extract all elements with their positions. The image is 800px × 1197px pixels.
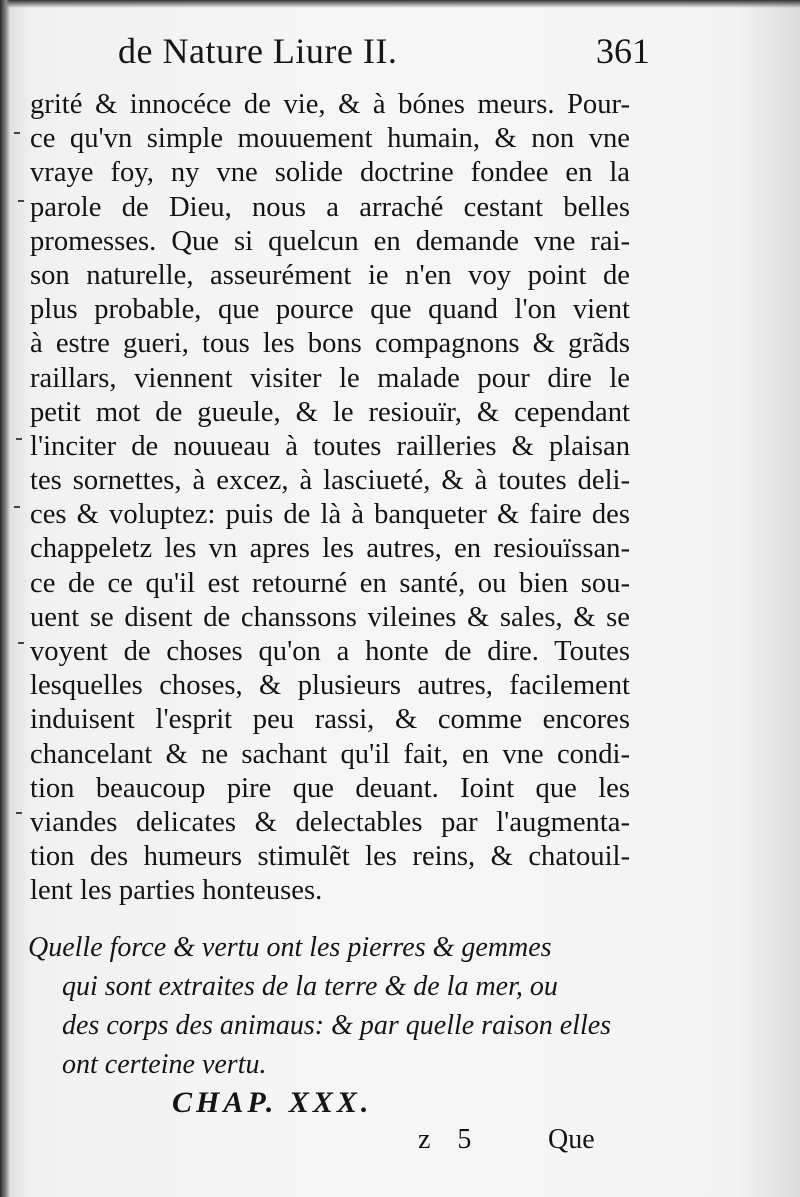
chapter-number: CHAP. XXX. [172,1086,373,1119]
running-head [118,30,658,76]
page-edge-left [0,0,10,1197]
body-line: raillars, viennent visiter le malade pour dire le [30,362,630,394]
body-paragraph [30,88,630,909]
margin-mark [18,642,24,644]
signature-mark: z 5 [418,1124,482,1155]
body-line: tion des humeurs stimulẽt les reins, & chatouil- [30,841,630,873]
body-line: grité & innocéce de vie, & à bónes meurs. Pour- [30,89,630,120]
body-line: promesses. Que si quelcun en demande vne rai- [30,225,630,257]
body-line: ces & voluptez: puis de là à banqueter & faire des [30,499,630,531]
margin-mark [16,812,22,814]
body-line: l'inciter de nouueau à toutes railleries & plaisan [30,430,630,462]
chapter-heading-line: Quelle force & vertu ont les pierres & gemmes [28,932,552,963]
chapter-heading-line: des corps des animaus: & par quelle raison elles [62,1010,612,1041]
body-line: chappeletz les vn apres les autres, en resiouïssan- [30,533,630,565]
body-line: uent se disent de chanssons vileines & sales, & se [30,601,630,633]
body-line: parole de Dieu, nous a arraché cestant belles [30,191,630,223]
body-line: à estre gueri, tous les bons compagnons & grãds [30,328,630,360]
body-line: chancelant & ne sachant qu'il fait, en vne condi- [30,738,630,770]
body-line: tion beaucoup pire que deuant. Ioint que les [30,772,630,804]
catchword: Que [548,1124,595,1155]
body-line: son naturelle, asseurément ie n'en voy point de [30,259,630,291]
chapter-heading-line: ont certeine vertu. [62,1049,267,1080]
body-line: vraye foy, ny vne solide doctrine fondee en la [30,157,630,189]
page-footer [0,1124,800,1164]
page-edge-top [0,0,800,8]
body-line: voyent de choses qu'on a honte de dire. Toutes [30,636,630,667]
body-line: lesquelles choses, & plusieurs autres, facilement [30,670,630,702]
chapter-heading [28,928,620,1084]
body-line: induisent l'esprit peu rassi, & comme encores [30,704,630,736]
margin-mark [16,438,22,440]
chapter-heading-line: qui sont extraites de la terre & de la mer, ou [62,971,558,1002]
body-line: viandes delicates & delectables par l'augmenta- [30,806,630,838]
margin-mark [14,506,20,508]
body-line: petit mot de gueule, & le resiouïr, & cependant [30,396,630,428]
body-line: tes sornettes, à excez, à lasciueté, & à toutes deli- [30,465,630,497]
body-line: ce de ce qu'il est retourné en santé, ou bien sou- [30,567,630,599]
running-head-title: de Nature Liure II. [118,31,398,71]
margin-mark [18,200,24,202]
body-line: lent les parties honteuses. [30,875,323,907]
page-number: 361 [596,31,650,71]
body-line: ce qu'vn simple mouuement humain, & non vne [30,123,630,155]
margin-mark [14,132,20,134]
body-line: plus probable, que pource que quand l'on vient [30,294,630,326]
